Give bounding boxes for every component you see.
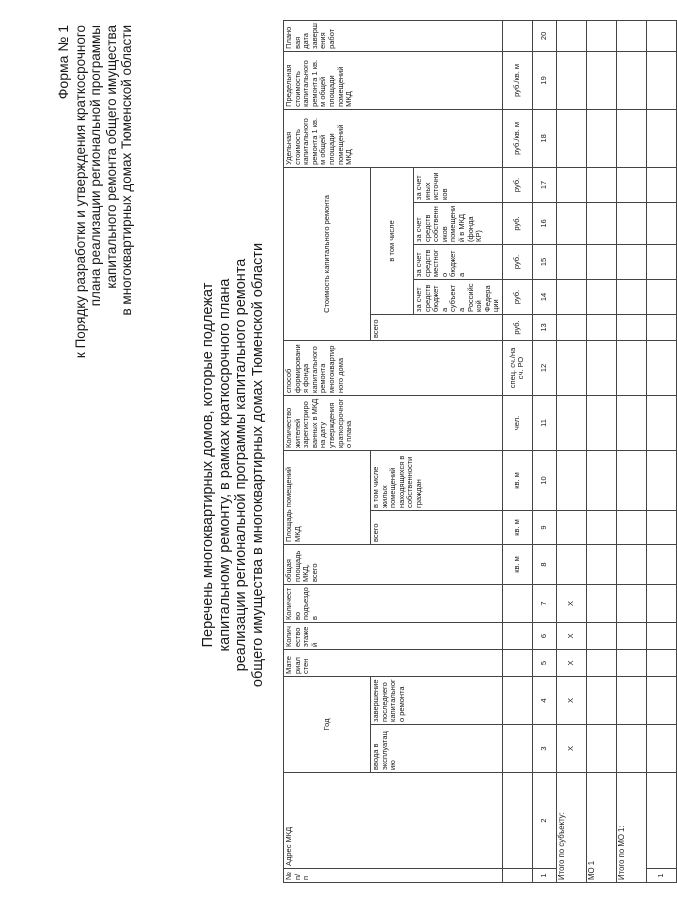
- table-cell: [586, 450, 616, 510]
- col-premises-area-header: Площадь помещений МКД: [284, 450, 371, 544]
- row-label: МО 1: [586, 773, 616, 883]
- col-wall-material-header: Материал стен: [284, 649, 503, 676]
- table-cell: [646, 244, 676, 279]
- unit-cell: спец. сч./на сч. РО: [502, 340, 532, 395]
- col-entrances-header: Количество подъездов: [284, 584, 503, 622]
- column-number: 4: [532, 676, 556, 724]
- title-line: капитальному ремонту, в рамках краткосрочного плана: [216, 278, 233, 652]
- header-row: [284, 20, 371, 882]
- column-number: 1: [532, 869, 556, 883]
- column-number: 7: [532, 584, 556, 622]
- table-cell: X: [556, 584, 586, 622]
- unit-cell: руб.: [502, 167, 532, 202]
- table-cell: X: [556, 725, 586, 773]
- table-cell: [616, 202, 646, 244]
- table-cell: [556, 20, 586, 51]
- table-cell: [556, 244, 586, 279]
- col-fund-method-header: способ формирования фонда капитального ремонта многоквартирного дома: [284, 340, 503, 395]
- form-header-line: к Порядку разработки и утверждения краткосрочного: [72, 25, 88, 359]
- table-cell: [646, 51, 676, 109]
- column-number: 14: [532, 279, 556, 314]
- form-header: [56, 25, 135, 440]
- table-cell: [646, 202, 676, 244]
- col-cost-header: Стоимость капитального ремонта: [284, 167, 371, 340]
- table-cell: [616, 244, 646, 279]
- table-cell: [646, 649, 676, 676]
- unit-cell: чел.: [502, 395, 532, 450]
- table-cell: [616, 340, 646, 395]
- table-cell: [556, 544, 586, 584]
- table-cell: [616, 109, 646, 167]
- col-cost-including-header: в том числе: [371, 167, 414, 314]
- col-year-commissioning-header: ввода в эксплуатацию: [371, 725, 503, 773]
- col-cost-owners-header: за счет средств собственников помещений в МКД (фонда КР): [414, 202, 503, 244]
- column-number: 9: [532, 510, 556, 544]
- col-total-area-header: общая площадь МКД, всего: [284, 544, 503, 584]
- table-cell: [556, 279, 586, 314]
- table-cell: [646, 109, 676, 167]
- table-cell: [586, 340, 616, 395]
- table-cell: [616, 725, 646, 773]
- table-cell: [646, 544, 676, 584]
- table-cell: [586, 510, 616, 544]
- table-row: [646, 20, 676, 882]
- col-max-cost-header: Предельная стоимость капитального ремонта 1 кв. м общей площади помещений МКД: [284, 51, 503, 109]
- unit-cell: [502, 622, 532, 649]
- col-premises-owned-header: в том числе жилых помещений находящихся в собственности граждан: [371, 450, 503, 510]
- table-cell: X: [556, 622, 586, 649]
- table-cell: [556, 51, 586, 109]
- column-number: 15: [532, 244, 556, 279]
- title-line: Перечень многоквартирных домов, которые подлежат: [200, 282, 216, 648]
- buildings-table: [283, 20, 677, 883]
- table-cell: [586, 279, 616, 314]
- table-cell: [616, 622, 646, 649]
- table-cell: [646, 20, 676, 51]
- table-cell: [586, 314, 616, 340]
- column-number: 2: [532, 773, 556, 869]
- column-number: 3: [532, 725, 556, 773]
- unit-cell: [502, 773, 532, 869]
- table-cell: [556, 314, 586, 340]
- table-cell: [616, 167, 646, 202]
- document-title: [200, 185, 266, 745]
- unit-cell: руб./кв. м: [502, 109, 532, 167]
- col-num-header: № п/п: [284, 869, 503, 883]
- table-cell: [586, 244, 616, 279]
- row-label: 1: [646, 869, 676, 883]
- table-cell: [586, 395, 616, 450]
- table-cell: [586, 622, 616, 649]
- form-number: Форма № 1: [55, 25, 71, 100]
- table-cell: [586, 20, 616, 51]
- unit-cell: кв. м: [502, 510, 532, 544]
- form-header-line: плана реализации региональной программы: [88, 25, 103, 307]
- table-cell: [646, 676, 676, 724]
- unit-cell: руб.: [502, 202, 532, 244]
- column-number: 18: [532, 109, 556, 167]
- unit-cell: руб./кв. м: [502, 51, 532, 109]
- col-floors-header: Количество этажей: [284, 622, 503, 649]
- table-cell: [616, 584, 646, 622]
- form-header-line: в многоквартирных домах Тюменской области: [119, 25, 134, 316]
- table-cell: [556, 109, 586, 167]
- table-cell: [586, 202, 616, 244]
- column-number: 20: [532, 20, 556, 51]
- column-number: 6: [532, 622, 556, 649]
- unit-cell: [502, 676, 532, 724]
- unit-cell: [502, 869, 532, 883]
- table-cell: [646, 314, 676, 340]
- table-cell: [616, 279, 646, 314]
- column-number: 5: [532, 649, 556, 676]
- table-cell: [616, 395, 646, 450]
- col-cost-local-header: за счет средств местного бюджета: [414, 244, 503, 279]
- table-cell: [646, 167, 676, 202]
- table-row: [556, 20, 586, 882]
- unit-cell: кв. м: [502, 450, 532, 510]
- form-header-line: капитального ремонта общего имущества: [103, 25, 119, 289]
- table-cell: [616, 544, 646, 584]
- unit-cell: [502, 649, 532, 676]
- unit-cell: руб.: [502, 314, 532, 340]
- units-row: [502, 20, 532, 882]
- table-row: [586, 20, 616, 882]
- table-row: [616, 20, 646, 882]
- col-premises-total-header: всего: [371, 510, 503, 544]
- table-cell: [616, 510, 646, 544]
- table-cell: [556, 340, 586, 395]
- table-cell: [646, 584, 676, 622]
- table-cell: [646, 622, 676, 649]
- unit-cell: [502, 725, 532, 773]
- table-cell: [616, 649, 646, 676]
- table-cell: [646, 725, 676, 773]
- column-number: 11: [532, 395, 556, 450]
- column-number: 17: [532, 167, 556, 202]
- col-cost-total-header: всего: [371, 314, 503, 340]
- table-cell: [556, 202, 586, 244]
- column-numbers-row: [532, 20, 556, 882]
- unit-cell: руб.: [502, 244, 532, 279]
- table-cell: [616, 51, 646, 109]
- unit-cell: кв. м: [502, 544, 532, 584]
- table-cell: [556, 167, 586, 202]
- table-cell: [586, 676, 616, 724]
- table-cell: [556, 510, 586, 544]
- table-cell: [586, 167, 616, 202]
- table-cell: X: [556, 676, 586, 724]
- table-cell: [646, 279, 676, 314]
- column-number: 10: [532, 450, 556, 510]
- table-cell: [616, 676, 646, 724]
- col-cost-other-header: за счет иных источников: [414, 167, 503, 202]
- table-cell: [646, 340, 676, 395]
- unit-cell: руб.: [502, 279, 532, 314]
- table-cell: [646, 450, 676, 510]
- col-cost-federal-header: за счет средств бюджета субъекта Российской Федерации: [414, 279, 503, 314]
- column-number: 19: [532, 51, 556, 109]
- table-cell: [586, 51, 616, 109]
- column-number: 13: [532, 314, 556, 340]
- table-cell: [616, 450, 646, 510]
- unit-cell: [502, 584, 532, 622]
- table-cell: [616, 20, 646, 51]
- col-residents-header: Количество жителей зарегистрированных в МКД на дату утверждения краткосрочного плана: [284, 395, 503, 450]
- column-number: 12: [532, 340, 556, 395]
- table-cell: [586, 584, 616, 622]
- table-cell: [556, 450, 586, 510]
- table-cell: [646, 395, 676, 450]
- table-cell: [586, 544, 616, 584]
- table-cell: [586, 725, 616, 773]
- col-end-date-header: Плановая дата завершения работ: [284, 20, 503, 51]
- col-year-header: Год: [284, 676, 371, 772]
- table-cell: X: [556, 649, 586, 676]
- table-cell: [586, 109, 616, 167]
- col-year-last-repair-header: завершение последнего капитального ремонта: [371, 676, 503, 724]
- column-number: 16: [532, 202, 556, 244]
- table-cell: [616, 314, 646, 340]
- row-label: Итого по субъекту:: [556, 773, 586, 883]
- column-number: 8: [532, 544, 556, 584]
- table-cell: [586, 649, 616, 676]
- table-cell: [646, 510, 676, 544]
- unit-cell: [502, 20, 532, 51]
- row-label: Итого по МО 1:: [616, 773, 646, 883]
- col-unit-cost-header: Удельная стоимость капитального ремонта 1 кв. м общей площади помещений МКД: [284, 109, 503, 167]
- title-line: реализации региональной программы капитального ремонта: [233, 258, 249, 672]
- col-address-header: Адрес МКД: [284, 773, 503, 869]
- title-line: общего имущества в многоквартирных домах Тюменской области: [249, 242, 266, 688]
- table-cell: [556, 395, 586, 450]
- table-cell: [646, 773, 676, 869]
